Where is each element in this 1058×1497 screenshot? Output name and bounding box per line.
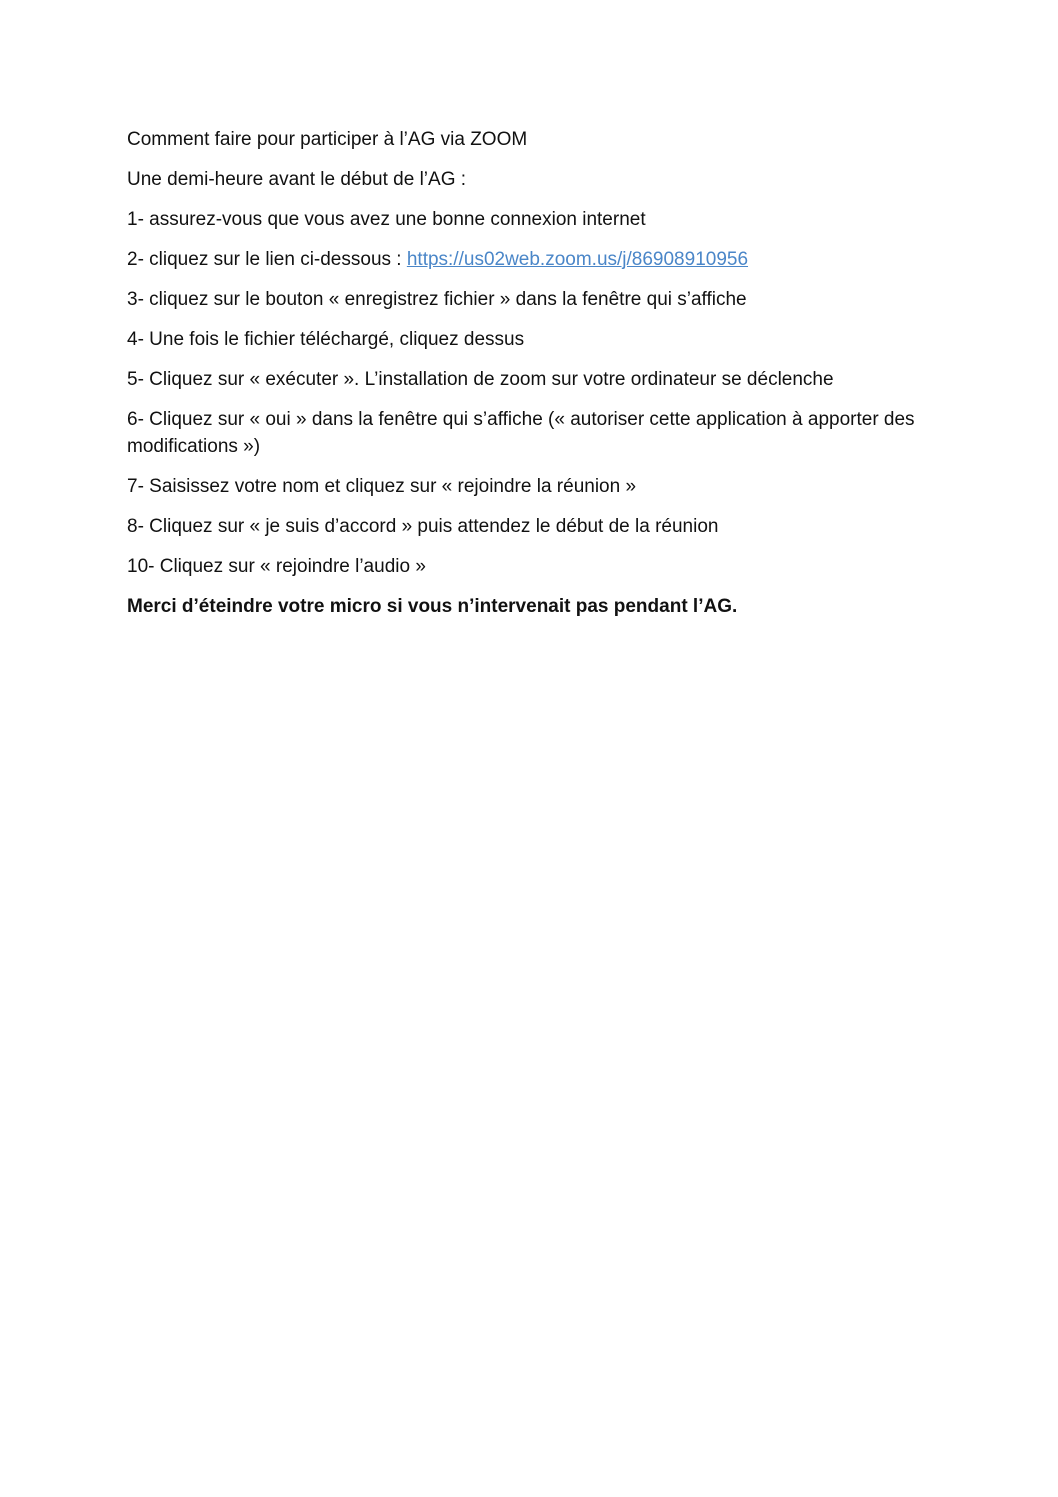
document-page (127, 126, 947, 633)
step-3: 3- cliquez sur le bouton « enregistrez fichier » dans la fenêtre qui s’affiche (127, 289, 747, 310)
step-1: 1- assurez-vous que vous avez une bonne connexion internet (127, 209, 646, 230)
zoom-meeting-link[interactable]: https://us02web.zoom.us/j/86908910956 (406, 249, 749, 270)
step-10: 10- Cliquez sur « rejoindre l’audio » (127, 556, 426, 577)
step-5: 5- Cliquez sur « exécuter ». L’installation de zoom sur votre ordinateur se déclenche (127, 369, 834, 390)
closing-note: Merci d’éteindre votre micro si vous n’intervenait pas pendant l’AG. (127, 596, 738, 617)
step-4: 4- Une fois le fichier téléchargé, cliquez dessus (127, 329, 525, 350)
intro-line: Une demi-heure avant le début de l’AG : (127, 169, 467, 190)
title-line: Comment faire pour participer à l’AG via ZOOM (127, 129, 528, 150)
step-8: 8- Cliquez sur « je suis d’accord » puis attendez le début de la réunion (127, 516, 719, 537)
step-7: 7- Saisissez votre nom et cliquez sur « rejoindre la réunion » (127, 476, 637, 497)
step-2 (127, 246, 947, 273)
step-6: 6- Cliquez sur « oui » dans la fenêtre qui s’affiche (« autoriser cette application à apporter des modifications ») (127, 409, 915, 457)
step-2-text: 2- cliquez sur le lien ci-dessous : (127, 249, 407, 270)
